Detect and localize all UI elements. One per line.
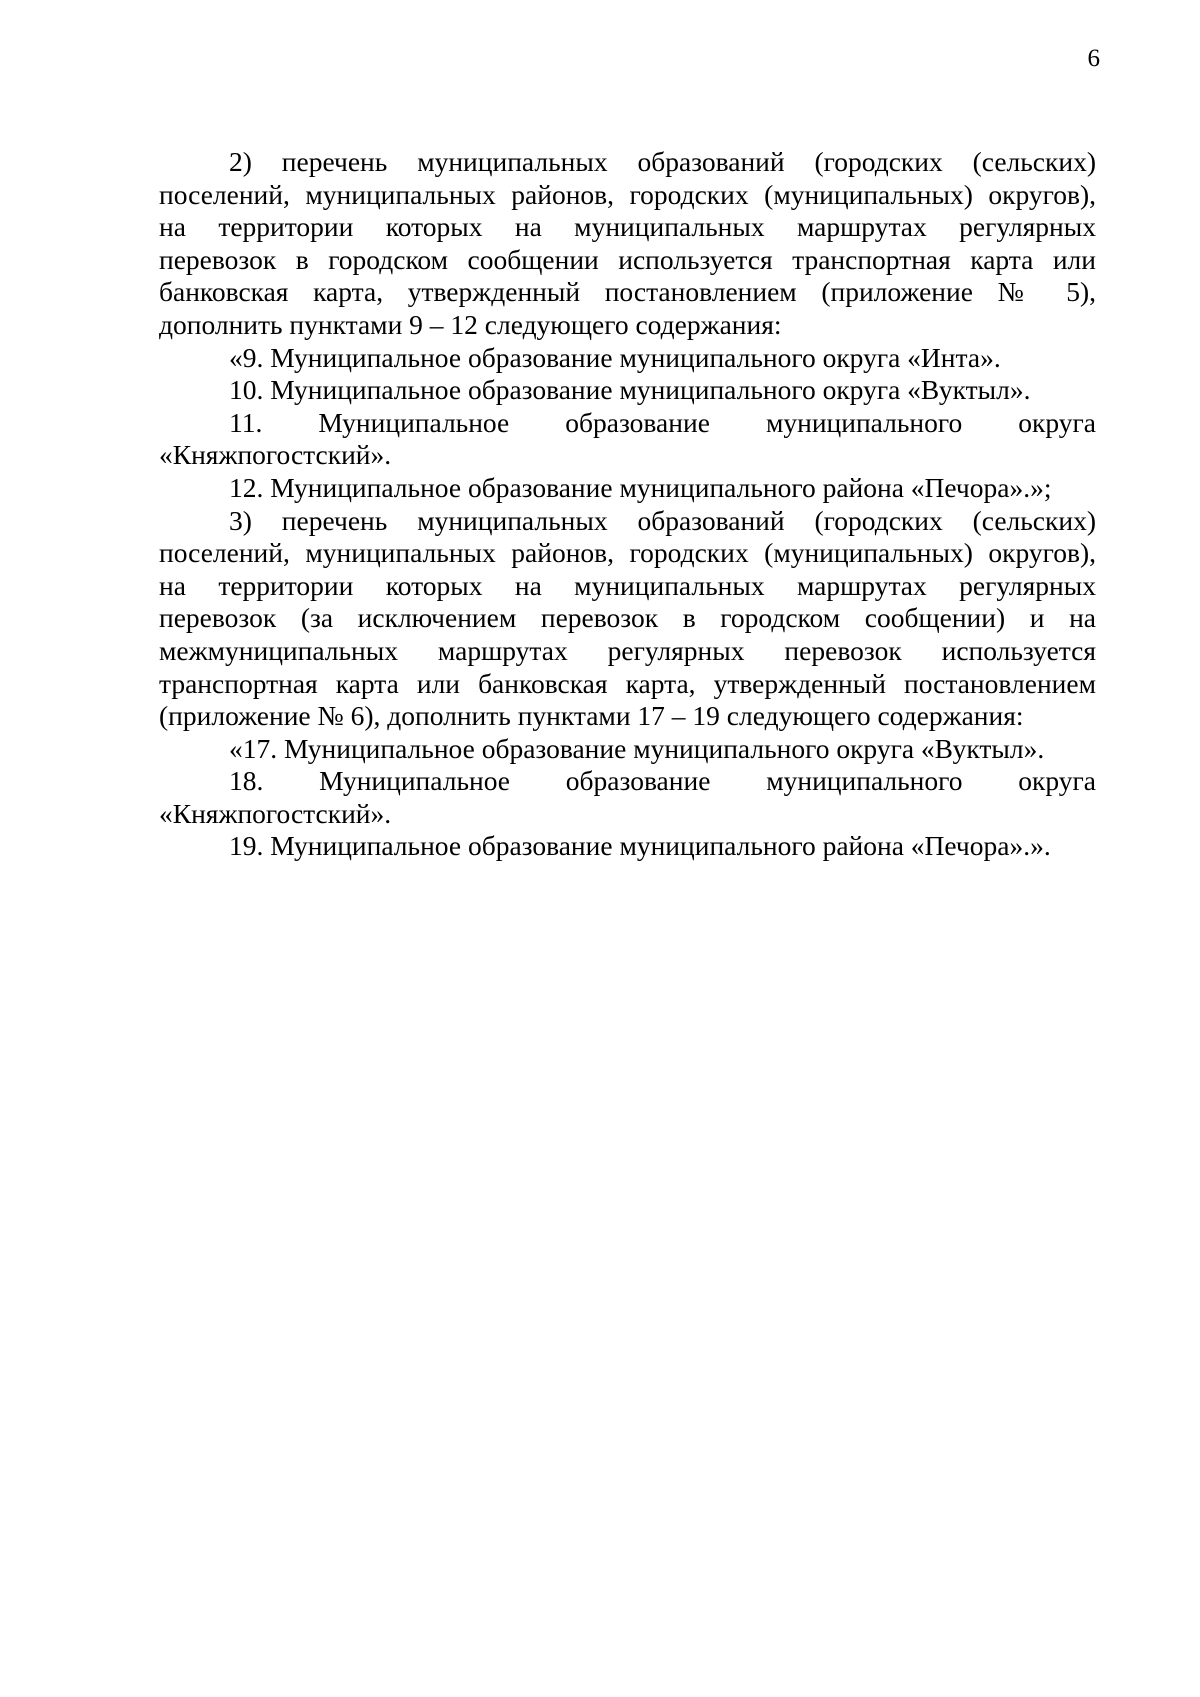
text-line: транспортная карта или банковская карта, утвержденный постановлением	[159, 667, 1096, 699]
page-number: 6	[1087, 45, 1100, 72]
text-line: «Княжпогостский».	[159, 439, 392, 471]
text-line: 3) перечень муниципальных образований (городских (сельских)	[229, 504, 1096, 536]
text-line: дополнить пунктами 9 – 12 следующего содержания:	[159, 308, 782, 340]
text-line: 19. Муниципальное образование муниципального района «Печора».».	[229, 830, 1051, 862]
text-line: «9. Муниципальное образование муниципального округа «Инта».	[229, 341, 1001, 373]
text-line: перевозок (за исключением перевозок в городском сообщении) и на	[159, 602, 1096, 634]
text-line: 2) перечень муниципальных образований (городских (сельских)	[229, 146, 1096, 177]
text-line: 11. Муниципальное образование муниципального округа	[229, 406, 1096, 438]
text-line: межмуниципальных маршрутах регулярных перевозок используется	[159, 634, 1096, 666]
text-line: на территории которых на муниципальных маршрутах регулярных	[159, 569, 1096, 601]
text-line: поселений, муниципальных районов, городских (муниципальных) округов),	[159, 537, 1096, 569]
text-line: 12. Муниципальное образование муниципального района «Печора».»;	[229, 471, 1052, 503]
text-line: «17. Муниципальное образование муниципального округа «Вуктыл».	[229, 732, 1045, 764]
text-line: банковская карта, утвержденный постановлением (приложение № 5),	[159, 276, 1096, 308]
text-line: «Княжпогостский».	[159, 797, 392, 829]
text-line: 18. Муниципальное образование муниципального округа	[229, 765, 1096, 797]
text-line: перевозок в городском сообщении используется транспортная карта или	[159, 243, 1096, 275]
text-line: (приложение № 6), дополнить пунктами 17 – 19 следующего содержания:	[159, 700, 1024, 732]
text-line: 10. Муниципальное образование муниципального округа «Вуктыл».	[229, 374, 1031, 406]
document-body	[159, 146, 1096, 863]
text-line: на территории которых на муниципальных маршрутах регулярных	[159, 211, 1096, 243]
text-line: поселений, муниципальных районов, городских (муниципальных) округов),	[159, 178, 1096, 210]
